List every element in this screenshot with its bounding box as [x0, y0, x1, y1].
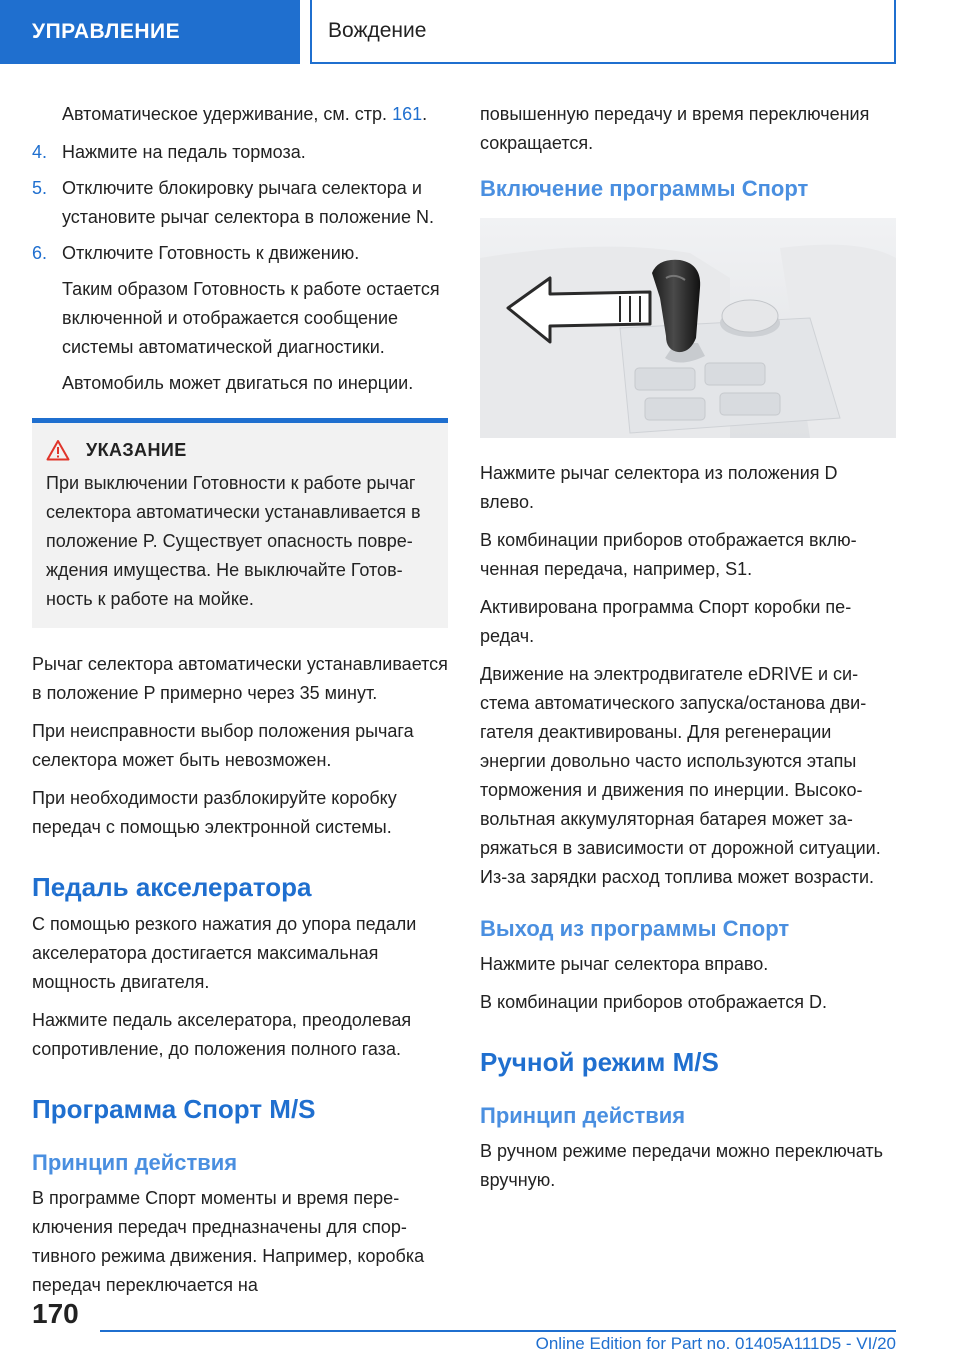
paragraph: Рычаг селектора автоматически устанавливается в положение P примерно через 35 минут. — [32, 654, 448, 703]
step-text: Нажмите на педаль тормоза. — [62, 142, 306, 162]
heading-enable-sport: Включение программы Спорт — [480, 176, 809, 201]
footer-divider — [100, 1330, 896, 1332]
paragraph: повышенную передачу и время переключения сокращается. — [480, 104, 870, 153]
paragraph: В комбинации приборов отображается включенная передача, например, S1. — [480, 530, 857, 579]
step-continuation — [32, 369, 448, 398]
step-continuation-text: Таким образом Готовность к работе остается включенной и отображается сообщение системы автоматической диагностики. — [62, 279, 440, 357]
paragraph: Нажмите рычаг селектора вправо. — [480, 954, 769, 974]
warning-box — [32, 418, 448, 628]
step-continuation-text: Автомобиль может двигаться по инерции. — [62, 373, 414, 393]
step-continuation — [32, 275, 448, 362]
step-item — [32, 239, 448, 268]
paragraph: При необходимости разблокируйте коробку передач с помощью электронной системы. — [32, 788, 397, 837]
steps-list — [32, 138, 448, 398]
paragraph: При неисправности выбор положения рычага селектора может быть невозможен. — [32, 721, 414, 770]
gear-selector-photo — [480, 218, 896, 438]
heading-accelerator-pedal: Педаль акселератора — [32, 872, 312, 902]
chapter-title: Вождение — [328, 19, 427, 42]
intro-text: Автоматическое удерживание, см. стр. — [62, 104, 388, 124]
heading-exit-sport: Выход из программы Спорт — [480, 916, 790, 941]
warning-text: При выключении Готовности к работе рычаг селектора автоматически устанавливается в положение P. Существует опасность повреждения имущества. Не выключайте Готовность к работе на мойке. — [46, 473, 421, 609]
right-column — [480, 100, 896, 1204]
warning-header — [46, 439, 434, 461]
paragraph: Движение на электродвигателе eDRIVE и система автоматического запуска/останова двигателя деактивированы. Для регенерации энергии довольно часто используются этапы торможения и движения по инерции. Высоковольтная аккумуляторная батарея может заряжаться в зависимости от дорожной ситуации. Из-за зарядки расход топлива может возрасти. — [480, 664, 881, 887]
paragraph: Активирована программа Спорт коробки передач. — [480, 597, 852, 646]
subheading-principle: Принцип действия — [480, 1103, 686, 1128]
heading-sport-program: Программа Спорт M/S — [32, 1094, 316, 1124]
intro-end: . — [422, 104, 428, 124]
heading-manual-mode: Ручной режим M/S — [480, 1047, 719, 1077]
warning-title: УКАЗАНИЕ — [86, 439, 187, 460]
intro-paragraph — [32, 100, 448, 129]
step-item — [32, 174, 448, 232]
paragraph: Нажмите рычаг селектора из положения D влево. — [480, 463, 838, 512]
step-text: Отключите Готовность к движению. — [62, 243, 360, 263]
subheading-principle: Принцип действия — [32, 1150, 238, 1175]
paragraph: Нажмите педаль акселератора, преодолевая сопротивление, до положения полного газа. — [32, 1010, 412, 1059]
section-title: УПРАВЛЕНИЕ — [32, 20, 181, 43]
footer-edition: Online Edition for Part no. 01405A111D5 - VI/20 — [535, 1334, 896, 1353]
step-number: 6. — [32, 243, 48, 263]
paragraph: С помощью резкого нажатия до упора педали акселератора достигается максимальная мощность двигателя. — [32, 914, 417, 992]
page-link[interactable]: 161 — [392, 104, 423, 124]
step-number: 5. — [32, 178, 48, 198]
page-number: 170 — [32, 1298, 79, 1329]
step-text: Отключите блокировку рычага селектора и установите рычаг селектора в положение N. — [62, 178, 434, 227]
step-item — [32, 138, 448, 167]
paragraph: В ручном режиме передачи можно переключать вручную. — [480, 1141, 884, 1190]
warning-triangle-icon — [46, 439, 70, 461]
paragraph: В программе Спорт моменты и время переключения передач предназначены для спортивного режима движения. Например, коробка передач переключается на — [32, 1188, 425, 1295]
section-header — [0, 0, 300, 64]
chapter-header — [310, 0, 896, 64]
left-column — [32, 100, 448, 1309]
paragraph: В комбинации приборов отображается D. — [480, 992, 827, 1012]
step-number: 4. — [32, 142, 48, 162]
